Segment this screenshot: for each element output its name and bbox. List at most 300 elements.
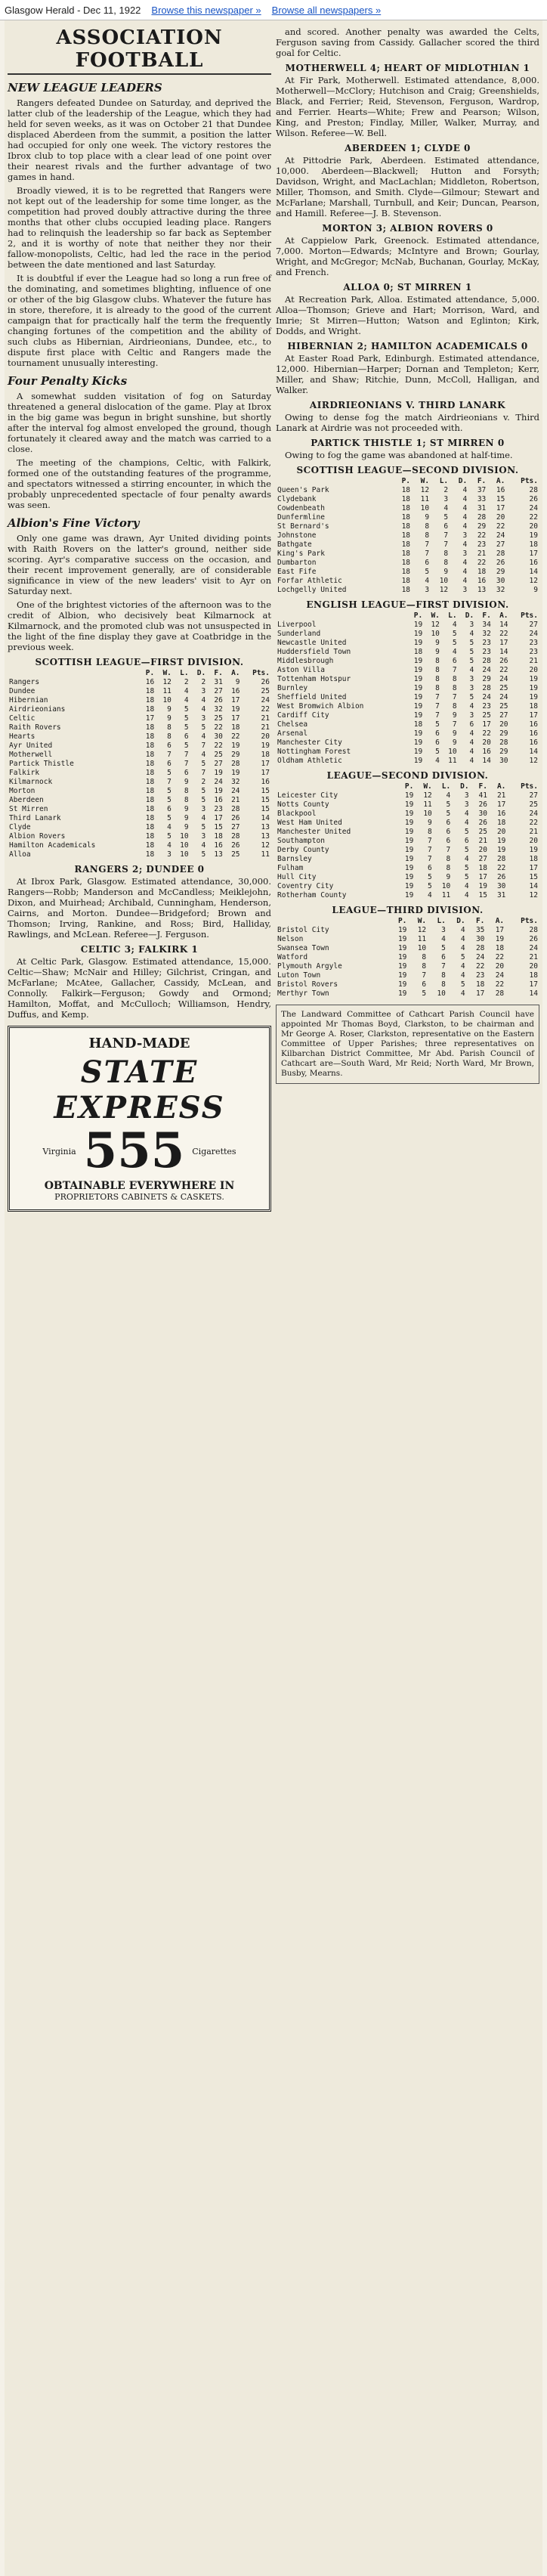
table-cell: 6 xyxy=(469,720,474,729)
table-cell: 8 xyxy=(167,732,172,741)
table-cell: 20 xyxy=(495,962,505,971)
table-cell: 28 xyxy=(477,513,487,522)
table-cell: 23 xyxy=(482,639,491,647)
table-row xyxy=(8,696,271,705)
table-cell: 7 xyxy=(428,846,432,854)
table-cell: 11 xyxy=(420,495,430,503)
table-cell: 4 xyxy=(460,944,465,952)
table-header-cell: F. xyxy=(477,477,487,485)
table-cell: 22 xyxy=(499,630,508,638)
table-cell: 12 xyxy=(529,757,538,765)
table-cell: 3 xyxy=(201,687,206,695)
table-cell: 26 xyxy=(529,495,538,503)
table-cell: 6 xyxy=(422,980,427,989)
table-cell: 22 xyxy=(496,522,505,531)
table-cell: 5 xyxy=(469,648,474,656)
table-cell: 6 xyxy=(425,559,430,567)
table-header-row xyxy=(276,782,539,791)
table-cell: 13 xyxy=(261,832,270,841)
table-cell: 22 xyxy=(214,742,223,750)
table-cell: 17 xyxy=(529,980,538,989)
table-cell: 28 xyxy=(231,760,240,768)
table-cell: 11 xyxy=(423,800,432,809)
table-cell: 20 xyxy=(529,962,538,971)
table-cell: 4 xyxy=(462,577,468,585)
table-cell: 5 xyxy=(443,513,449,522)
table-cell: 25 xyxy=(261,687,270,695)
table-cell: 4 xyxy=(464,855,469,863)
table-row xyxy=(276,926,539,935)
table-cell: 6 xyxy=(184,769,189,777)
table-cell: 16 xyxy=(496,810,506,818)
table-cell: 29 xyxy=(231,751,240,759)
table-cell: 18 xyxy=(401,531,411,540)
table-cell: 17 xyxy=(231,714,240,723)
table-cell: Ayr United xyxy=(9,742,53,750)
table-cell: 20 xyxy=(529,837,538,845)
table-cell: 26 xyxy=(499,657,508,665)
table-cell: 28 xyxy=(495,989,505,998)
table-cell: 4 xyxy=(464,819,469,827)
table-cell: 19 xyxy=(496,846,506,854)
table-cell: 19 xyxy=(529,684,538,692)
table-cell: 21 xyxy=(529,828,538,836)
table-cell: 7 xyxy=(441,962,446,971)
table-cell: 12 xyxy=(529,577,538,585)
table-cell: 17 xyxy=(475,989,485,998)
table-row xyxy=(8,796,271,805)
table-cell: 5 xyxy=(422,989,427,998)
table-cell: 19 xyxy=(529,846,538,854)
table-row xyxy=(276,550,539,559)
table-cell: 5 xyxy=(464,864,469,872)
table-cell: 30 xyxy=(496,577,505,585)
table-cell: Middlesbrough xyxy=(277,657,334,665)
table-cell: 5 xyxy=(428,882,432,890)
table-cell: 4 xyxy=(460,971,465,980)
table-cell: 29 xyxy=(499,729,508,738)
table-cell: 19 xyxy=(413,693,423,701)
table-cell: 7 xyxy=(446,846,451,854)
table-row xyxy=(276,953,539,962)
table-cell: Manchester United xyxy=(277,828,351,836)
table-cell: 4 xyxy=(469,738,474,747)
table-cell: 4 xyxy=(469,748,474,756)
table-cell: East Fife xyxy=(277,568,317,576)
article-paragraph: and scored. Another penalty was awarded the Celts, Ferguson saving from Cassidy. Gallacher scored the third goal for Celtic. xyxy=(276,26,539,58)
table-cell: 25 xyxy=(478,828,487,836)
subheading-new-league-leaders: NEW LEAGUE LEADERS xyxy=(8,81,162,94)
table-cell: West Ham United xyxy=(277,819,342,827)
table-cell: 12 xyxy=(423,791,432,800)
match-report: At Cappielow Park, Greenock. Estimated attendance, 7,000. Morton—Edwards; McIntyre and Brown; Gourlay, Wright, and McGregor; McNab, Buchanan, Gourlay, McKay, and French. xyxy=(276,235,539,277)
table-cell: 5 xyxy=(469,639,474,647)
table-row xyxy=(276,891,539,900)
table-cell: Southampton xyxy=(277,837,325,845)
table-cell: 17 xyxy=(529,864,538,872)
table-cell: 9 xyxy=(428,819,432,827)
table-cell: 5 xyxy=(201,850,206,859)
table-cell: 19 xyxy=(413,702,423,711)
table-cell: Watford xyxy=(277,953,308,961)
table-row xyxy=(276,944,539,953)
ad-side-right: Cigarettes xyxy=(192,1146,236,1156)
table-row xyxy=(276,738,539,748)
table-cell: 18 xyxy=(401,504,411,512)
table-cell: 29 xyxy=(496,568,505,576)
table-cell: 4 xyxy=(460,962,465,971)
table-cell: 19 xyxy=(397,953,407,961)
table-cell: 3 xyxy=(469,675,474,683)
table-cell: Clydebank xyxy=(277,495,317,503)
table-row xyxy=(276,504,539,513)
table-row xyxy=(276,693,539,702)
table-cell: 4 xyxy=(184,696,189,704)
table-cell: 18 xyxy=(475,980,485,989)
table-cell: 16 xyxy=(482,748,491,756)
table-cell: 22 xyxy=(214,723,223,732)
table-cell: 18 xyxy=(529,540,538,549)
table-cell: 15 xyxy=(261,805,270,813)
match-report: At Pittodrie Park, Aberdeen. Estimated attendance, 10,000. Aberdeen—Blackwell; Hutton and Forsyth; Davidson, Wright, and MacLachlan; Middleton, Robertson, Miller, Thomson, and Smith. Clyde—Gilmour; Stewart and McFarlane; Marshall, Turnbull, and Keir; Duncan, Pearson, and Hamill. Referee—J. B. Stevenson. xyxy=(276,155,539,218)
table-cell: 24 xyxy=(529,504,538,512)
table-row xyxy=(276,962,539,971)
table-cell: 26 xyxy=(496,873,506,881)
table-cell: 18 xyxy=(401,486,411,494)
table-cell: 7 xyxy=(422,971,427,980)
table-header-cell: L. xyxy=(441,782,451,791)
table-cell: 18 xyxy=(413,648,423,656)
table-cell: 18 xyxy=(145,723,155,732)
table-cell: 18 xyxy=(145,778,155,786)
match-heading: RANGERS 2; DUNDEE 0 xyxy=(74,864,205,875)
table-cell: 4 xyxy=(462,486,468,494)
table-cell: 19 xyxy=(397,944,407,952)
table-cell: 19 xyxy=(404,891,414,899)
table-cell: 19 xyxy=(214,769,223,777)
table-cell: Motherwell xyxy=(9,751,53,759)
table-cell: 15 xyxy=(496,495,505,503)
table-cell: Notts County xyxy=(277,800,329,809)
table-cell: 5 xyxy=(446,800,451,809)
table-cell: 18 xyxy=(401,513,411,522)
table-cell: Sheffield United xyxy=(277,693,347,701)
table-cell: 18 xyxy=(145,751,155,759)
table-cell: 8 xyxy=(435,666,440,674)
table-cell: 8 xyxy=(425,531,430,540)
table-cell: 16 xyxy=(231,687,240,695)
table-row xyxy=(276,980,539,989)
table-cell: 19 xyxy=(404,864,414,872)
table-cell: 5 xyxy=(201,796,206,804)
table-cell: 41 xyxy=(478,791,487,800)
browse-all-newspapers-link[interactable]: Browse all newspapers » xyxy=(271,4,382,16)
match-heading: ABERDEEN 1; CLYDE 0 xyxy=(345,143,471,153)
table-cell: 9 xyxy=(167,714,172,723)
newspaper-page xyxy=(5,20,542,2576)
table-cell: 19 xyxy=(214,787,223,795)
table-cell: 8 xyxy=(167,723,172,732)
table-cell: Bathgate xyxy=(277,540,312,549)
table-row xyxy=(276,837,539,846)
table-cell: 2 xyxy=(443,486,449,494)
table-cell: Tottenham Hotspur xyxy=(277,675,351,683)
ad-tag: OBTAINABLE EVERYWHERE IN xyxy=(44,1180,235,1192)
table-cell: 22 xyxy=(495,980,505,989)
table-cell: 10 xyxy=(448,748,457,756)
table-cell: 18 xyxy=(401,568,411,576)
table-cell: 19 xyxy=(404,882,414,890)
table-cell: 10 xyxy=(180,832,189,841)
table-header-cell: W. xyxy=(423,782,432,791)
league-table-english-first xyxy=(276,611,539,766)
table-cell: 7 xyxy=(184,751,189,759)
table-cell: 15 xyxy=(529,873,538,881)
table-cell: 4 xyxy=(201,696,206,704)
table-row xyxy=(276,486,539,495)
table-header-cell: P. xyxy=(145,669,155,677)
table-cell: 3 xyxy=(464,791,469,800)
table-cell: 14 xyxy=(529,882,538,890)
table-cell: 26 xyxy=(261,678,270,686)
match-report: At Recreation Park, Alloa. Estimated attendance, 5,000. Alloa—Thomson; Grieve and Hart; Morrison, Ward, and Imrie; St Mirren—Hutton; Watson and Eglinton; Kirk, Dodds, and Wright. xyxy=(276,294,539,336)
table-cell: 9 xyxy=(184,814,189,822)
table-cell: 17 xyxy=(478,873,487,881)
table-cell: 19 xyxy=(404,837,414,845)
right-column xyxy=(276,26,539,1218)
table-row xyxy=(276,810,539,819)
table-cell: Bristol Rovers xyxy=(277,980,338,989)
table-cell: 11 xyxy=(448,757,457,765)
match-report: At Ibrox Park, Glasgow. Estimated attendance, 30,000. Rangers—Robb; Manderson and McCandless; Meiklejohn, Dixon, and Muirhead; Archibald, Cunningham, Henderson, Cairns, and Morton. Dundee—Bridgeford; Brown and Thomson; Irving, Rankine, and Ross; Bird, Halliday, Rawlings, and McLean. Referee—J. Ferguson. xyxy=(8,876,271,940)
table-cell: 18 xyxy=(401,495,411,503)
table-cell: 19 xyxy=(404,828,414,836)
table-cell: Alloa xyxy=(9,850,31,859)
table-cell: 27 xyxy=(499,711,508,720)
table-cell: 18 xyxy=(145,832,155,841)
table-cell: 4 xyxy=(201,732,206,741)
browse-this-newspaper-link[interactable]: Browse this newspaper » xyxy=(151,4,261,16)
table-header-cell: F. xyxy=(475,917,485,925)
table-cell: 3 xyxy=(469,621,474,629)
article-paragraph: Broadly viewed, it is to be regretted that Rangers were not kept out of the leadership for some time longer, as the competition had proved doubly attractive during the three months that other clubs occupied leading place. Rangers had to relinquish the leadership so far back as September 2, and it is worthy of note that neither they nor their fallow-monopolists, Celtic, had led the race in the period between the date mentioned and last Saturday. xyxy=(8,185,271,270)
table-cell: 19 xyxy=(397,935,407,943)
table-title: LEAGUE—SECOND DIVISION. xyxy=(326,770,489,781)
table-cell: 18 xyxy=(145,769,155,777)
table-header-cell: L. xyxy=(437,917,446,925)
table-cell: 9 xyxy=(184,805,189,813)
table-cell: 19 xyxy=(413,621,423,629)
table-cell: 5 xyxy=(201,823,206,831)
table-cell: 5 xyxy=(167,787,172,795)
table-cell: 7 xyxy=(452,666,457,674)
table-cell: 3 xyxy=(201,805,206,813)
table-cell: Barnsley xyxy=(277,855,312,863)
table-cell: 30 xyxy=(496,882,506,890)
table-cell: 7 xyxy=(435,702,440,711)
table-cell: 20 xyxy=(478,846,487,854)
table-row xyxy=(8,714,271,723)
table-row xyxy=(276,882,539,891)
table-cell: 10 xyxy=(420,504,430,512)
table-cell: 29 xyxy=(477,522,487,531)
table-cell: Swansea Town xyxy=(277,944,329,952)
table-cell: 18 xyxy=(231,723,240,732)
table-cell: 17 xyxy=(482,720,491,729)
table-cell: 16 xyxy=(529,738,538,747)
table-cell: 24 xyxy=(496,531,505,540)
table-cell: Fulham xyxy=(277,864,304,872)
table-row xyxy=(276,675,539,684)
table-row xyxy=(8,805,271,814)
match-heading: MORTON 3; ALBION ROVERS 0 xyxy=(322,223,493,234)
table-cell: 19 xyxy=(413,684,423,692)
table-cell: 13 xyxy=(214,850,223,859)
table-row xyxy=(276,495,539,504)
table-cell: 7 xyxy=(443,531,449,540)
table-row xyxy=(8,841,271,850)
table-cell: 5 xyxy=(441,944,446,952)
article-paragraph: Rangers defeated Dundee on Saturday, and deprived the latter club of the leadership of the League, which they had held for seven weeks, as it was on October 21 that Dundee displaced Aberdeen from the summit, a position the latter had occupied for only one week. The victory restores the Ibrox club to top place with a clear lead of one point over their nearest rivals and the further advantage of two games in hand. xyxy=(8,98,271,182)
table-header-cell: W. xyxy=(420,477,430,485)
table-cell: Leicester City xyxy=(277,791,338,800)
table-cell: 20 xyxy=(529,522,538,531)
table-header-cell: W. xyxy=(417,917,427,925)
table-cell: 18 xyxy=(401,577,411,585)
article-paragraph: One of the brightest victories of the afternoon was to the credit of Albion, who decisively beat Kilmarnock at Kilmarnock, and the promoted club was not unsuspected in the light of the fine display they gave at Coatbridge in the previous week. xyxy=(8,599,271,652)
table-cell: Queen's Park xyxy=(277,486,329,494)
table-cell: 17 xyxy=(231,696,240,704)
table-header-cell: A. xyxy=(499,611,508,620)
table-header-cell xyxy=(276,917,389,926)
table-cell: 23 xyxy=(529,639,538,647)
table-cell: King's Park xyxy=(277,550,325,558)
table-row xyxy=(276,513,539,522)
table-cell: 27 xyxy=(478,855,487,863)
table-cell: 35 xyxy=(475,926,485,934)
table-row xyxy=(276,630,539,639)
table-cell: 29 xyxy=(482,675,491,683)
table-cell: 21 xyxy=(529,953,538,961)
table-cell: Manchester City xyxy=(277,738,342,747)
table-cell: 18 xyxy=(529,971,538,980)
table-cell: Burnley xyxy=(277,684,308,692)
table-cell: 13 xyxy=(261,823,270,831)
table-cell: 18 xyxy=(145,705,155,714)
table-cell: 26 xyxy=(496,559,505,567)
table-cell: 12 xyxy=(529,891,538,899)
match-heading: AIRDRIEONIANS V. THIRD LANARK xyxy=(309,400,506,410)
table-cell: Bristol City xyxy=(277,926,329,934)
table-row xyxy=(8,769,271,778)
table-cell: 8 xyxy=(184,787,189,795)
table-cell: 9 xyxy=(446,873,451,881)
match-heading: HIBERNIAN 2; HAMILTON ACADEMICALS 0 xyxy=(287,341,528,351)
table-cell: 17 xyxy=(496,504,505,512)
table-header-cell xyxy=(276,477,393,486)
table-cell: 17 xyxy=(529,550,538,558)
table-cell: 19 xyxy=(495,935,505,943)
table-cell: 8 xyxy=(452,675,457,683)
table-cell: 5 xyxy=(435,720,440,729)
table-cell: 2 xyxy=(201,678,206,686)
table-cell: 4 xyxy=(460,989,465,998)
table-cell: 4 xyxy=(462,495,468,503)
table-cell: 19 xyxy=(529,675,538,683)
table-cell: 27 xyxy=(231,823,240,831)
table-cell: 18 xyxy=(145,814,155,822)
table-header-cell: Pts. xyxy=(521,611,538,620)
table-cell: 18 xyxy=(145,760,155,768)
table-cell: 19 xyxy=(404,810,414,818)
table-cell: 7 xyxy=(201,769,206,777)
table-row xyxy=(276,791,539,800)
table-cell: 25 xyxy=(214,751,223,759)
table-header-cell: L. xyxy=(439,477,449,485)
table-cell: 32 xyxy=(482,630,491,638)
match-report: At Easter Road Park, Edinburgh. Estimated attendance, 12,000. Hibernian—Harper; Dornan and Templeton; Kerr, Miller, and Shaw; Ritchie, Dunn, McColl, Halligan, and Walker. xyxy=(276,353,539,395)
table-cell: Sunderland xyxy=(277,630,321,638)
table-cell: 7 xyxy=(435,693,440,701)
table-cell: 8 xyxy=(441,980,446,989)
table-cell: 5 xyxy=(184,714,189,723)
table-cell: Derby County xyxy=(277,846,329,854)
table-row xyxy=(276,711,539,720)
table-row xyxy=(276,757,539,766)
table-cell: 4 xyxy=(462,513,468,522)
table-row xyxy=(276,577,539,586)
table-cell: 18 xyxy=(145,823,155,831)
table-row xyxy=(8,678,271,687)
table-cell: 7 xyxy=(425,550,430,558)
table-cell: 37 xyxy=(477,486,487,494)
table-cell: 7 xyxy=(425,540,430,549)
table-cell: 23 xyxy=(529,648,538,656)
table-cell: 3 xyxy=(425,586,430,594)
table-cell: Lochgelly United xyxy=(277,586,347,594)
table-cell: 5 xyxy=(469,693,474,701)
table-cell: 24 xyxy=(475,953,485,961)
table-header-cell: Pts. xyxy=(521,917,538,925)
table-cell: 21 xyxy=(496,791,506,800)
table-cell: 22 xyxy=(261,705,270,714)
table-cell: 4 xyxy=(469,729,474,738)
table-cell: 17 xyxy=(261,769,270,777)
table-cell: 18 xyxy=(145,850,155,859)
table-cell: 24 xyxy=(482,666,491,674)
table-cell: 30 xyxy=(214,732,223,741)
table-title: ENGLISH LEAGUE—FIRST DIVISION. xyxy=(306,599,509,610)
table-header-row xyxy=(276,611,539,621)
table-cell: 19 xyxy=(413,748,423,756)
table-cell: 4 xyxy=(462,568,468,576)
table-cell: 5 xyxy=(167,814,172,822)
table-cell: 5 xyxy=(452,630,457,638)
table-cell: Rotherham County xyxy=(277,891,347,899)
table-cell: 19 xyxy=(413,711,423,720)
table-cell: 3 xyxy=(443,495,449,503)
table-cell: 18 xyxy=(413,720,423,729)
league-table-english-second xyxy=(276,782,539,900)
table-cell: 27 xyxy=(529,621,538,629)
table-cell: 18 xyxy=(145,787,155,795)
table-row xyxy=(276,855,539,864)
table-cell: 31 xyxy=(496,891,506,899)
table-cell: 4 xyxy=(435,757,440,765)
table-header-cell: W. xyxy=(162,669,172,677)
table-header-cell: A. xyxy=(496,782,506,791)
table-row xyxy=(8,814,271,823)
